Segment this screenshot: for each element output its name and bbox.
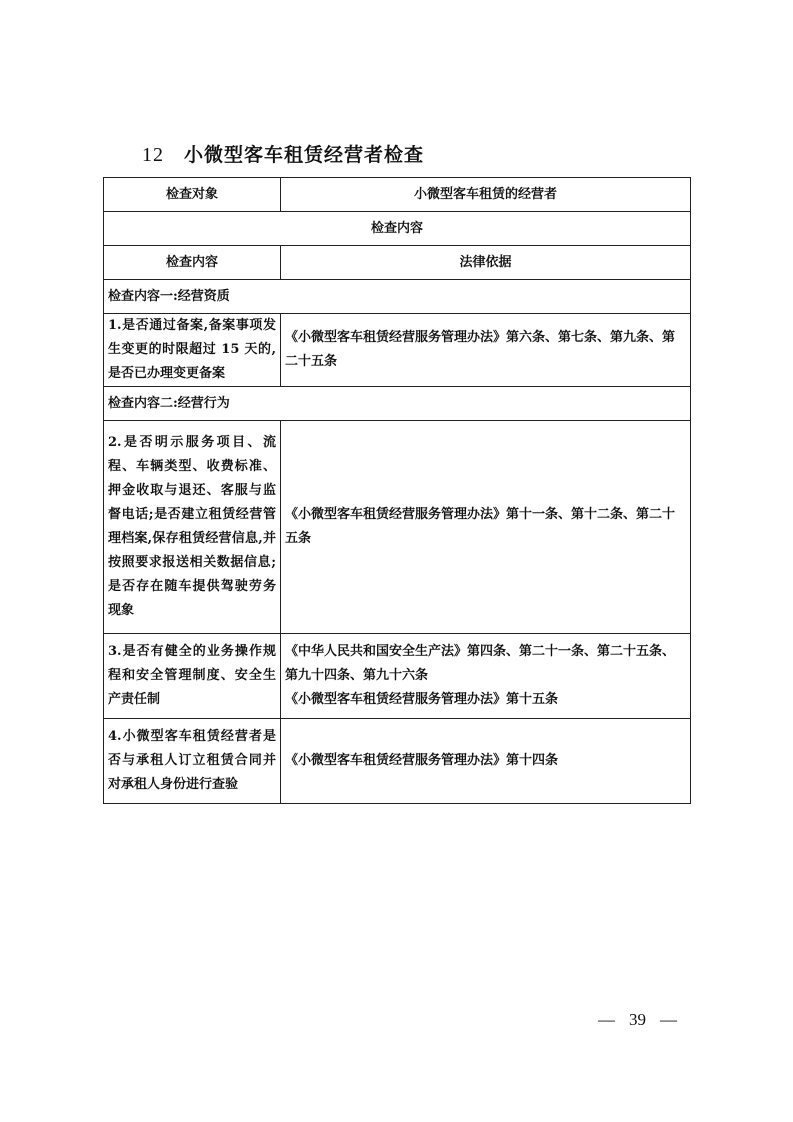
col-header-content: 检查内容 bbox=[104, 246, 281, 280]
table-row bbox=[104, 314, 691, 387]
content-title: 检查内容 bbox=[104, 212, 691, 246]
inspection-table bbox=[103, 177, 691, 804]
page-number: 39 bbox=[629, 1010, 646, 1029]
legal-basis-line: 《中华人民共和国安全生产法》第四条、第二十一条、第二十五条、第九十四条、第九十六条 bbox=[285, 644, 676, 683]
section-row bbox=[104, 387, 691, 421]
section-title: 检查内容二:经营行为 bbox=[104, 387, 691, 421]
column-header-row bbox=[104, 246, 691, 280]
object-row bbox=[104, 178, 691, 212]
section-row bbox=[104, 280, 691, 314]
table-row bbox=[104, 421, 691, 634]
footer-dash-left: — bbox=[598, 1010, 615, 1029]
object-value: 小微型客车租赁的经营者 bbox=[281, 178, 691, 212]
legal-basis-line: 《小微型客车租赁经营服务管理办法》第六条、第七条、第九条、第二十五条 bbox=[285, 330, 676, 369]
legal-basis-line: 《小微型客车租赁经营服务管理办法》第十五条 bbox=[285, 692, 559, 707]
page-heading bbox=[142, 140, 424, 167]
legal-basis bbox=[281, 719, 691, 804]
legal-basis bbox=[281, 421, 691, 634]
content-title-row bbox=[104, 212, 691, 246]
page-number-footer bbox=[598, 1010, 677, 1030]
check-item: 1.是否通过备案,备案事项发生变更的时限超过 15 天的,是否已办理变更备案 bbox=[104, 314, 281, 387]
heading-title: 小微型客车租赁经营者检查 bbox=[184, 144, 425, 166]
check-item: 4.小微型客车租赁经营者是否与承租人订立租赁合同并对承租人身份进行查验 bbox=[104, 719, 281, 804]
table-row bbox=[104, 719, 691, 804]
heading-number: 12 bbox=[142, 144, 164, 166]
col-header-basis: 法律依据 bbox=[281, 246, 691, 280]
section-title: 检查内容一:经营资质 bbox=[104, 280, 691, 314]
check-item: 3.是否有健全的业务操作规程和安全管理制度、安全生产责任制 bbox=[104, 634, 281, 719]
legal-basis-line: 《小微型客车租赁经营服务管理办法》第十一条、第十二条、第二十五条 bbox=[285, 507, 676, 546]
table-row bbox=[104, 634, 691, 719]
check-item: 2.是否明示服务项目、流程、车辆类型、收费标准、押金收取与退还、客服与监督电话;是否建立租赁经营管理档案,保存租赁经营信息,并按照要求报送相关数据信息;是否存在随车提供驾驶劳务现象 bbox=[104, 421, 281, 634]
legal-basis bbox=[281, 314, 691, 387]
legal-basis bbox=[281, 634, 691, 719]
footer-dash-right: — bbox=[660, 1010, 677, 1029]
legal-basis-line: 《小微型客车租赁经营服务管理办法》第十四条 bbox=[285, 753, 559, 768]
object-label: 检查对象 bbox=[104, 178, 281, 212]
